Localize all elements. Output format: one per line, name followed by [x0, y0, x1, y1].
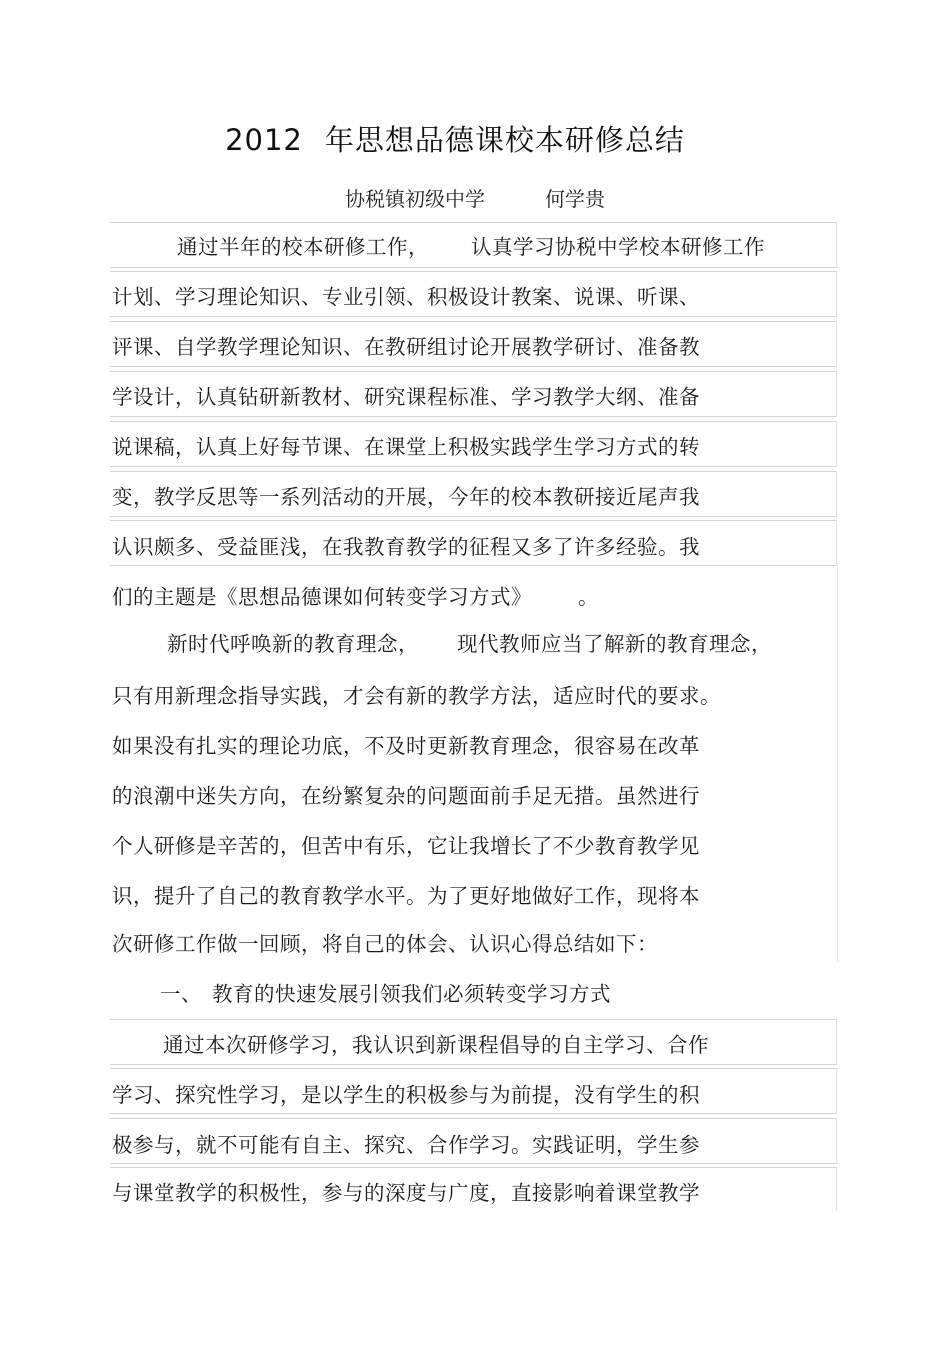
heading-number: 一、 [160, 982, 202, 1006]
right-rule [837, 566, 838, 962]
school-name: 协税镇初级中学 [345, 187, 485, 211]
title-text: 年思想品德课校本研修总结 [324, 123, 685, 157]
author-name: 何学贵 [545, 187, 605, 211]
para1-line: 说课稿，认真上好每节课、在课堂上积极实践学生学习方式的转 [112, 435, 700, 459]
para2-line: 次研修工作做一回顾，将自己的体会、认识心得总结如下： [112, 932, 658, 956]
para2-line: 识，提升了自己的教育教学水平。为了更好地做好工作，现将本 [112, 884, 700, 908]
para1-line: 计划、学习理论知识、专业引领、积极设计教案、说课、听课、 [112, 285, 700, 309]
para2-line: 只有用新理念指导实践，才会有新的教学方法，适应时代的要求。 [112, 684, 721, 708]
page-title [0, 118, 910, 159]
section-heading [160, 982, 611, 1006]
para2-line: 的浪潮中迷失方向，在纷繁复杂的问题面前手足无措。虽然进行 [112, 784, 700, 808]
para2-line: 新时代呼唤新的教育理念， 现代教师应当了解新的教育理念， [167, 632, 772, 656]
para3-line: 通过本次研修学习，我认识到新课程倡导的自主学习、合作 [163, 1033, 709, 1057]
para3-line: 极参与，就不可能有自主、探究、合作学习。实践证明，学生参 [112, 1133, 700, 1157]
para2-line: 如果没有扎实的理论功底，不及时更新教育理念，很容易在改革 [112, 734, 700, 758]
para1-line: 变，教学反思等一系列活动的开展，今年的校本教研接近尾声我 [112, 485, 700, 509]
title-year: 2012 [225, 123, 303, 157]
para1-line: 学设计，认真钻研新教材、研究课程标准、学习教学大纲、准备 [112, 385, 700, 409]
para2-line: 个人研修是辛苦的，但苦中有乐，它让我增长了不少教育教学见 [112, 834, 700, 858]
para1-line: 们的主题是《思想品德课如何转变学习方式》 。 [112, 585, 599, 609]
heading-text: 教育的快速发展引领我们必须转变学习方式 [212, 982, 611, 1006]
author-line [0, 183, 950, 212]
para3-line: 学习、探究性学习，是以学生的积极参与为前提，没有学生的积 [112, 1083, 700, 1107]
para1-line: 评课、自学教学理论知识、在教研组讨论开展教学研讨、准备教 [112, 335, 700, 359]
para1-line: 通过半年的校本研修工作， 认真学习协税中学校本研修工作 [177, 235, 765, 259]
para1-line: 认识颇多、受益匪浅，在我教育教学的征程又多了许多经验。我 [112, 535, 700, 559]
para3-line: 与课堂教学的积极性，参与的深度与广度，直接影响着课堂教学 [112, 1181, 700, 1205]
